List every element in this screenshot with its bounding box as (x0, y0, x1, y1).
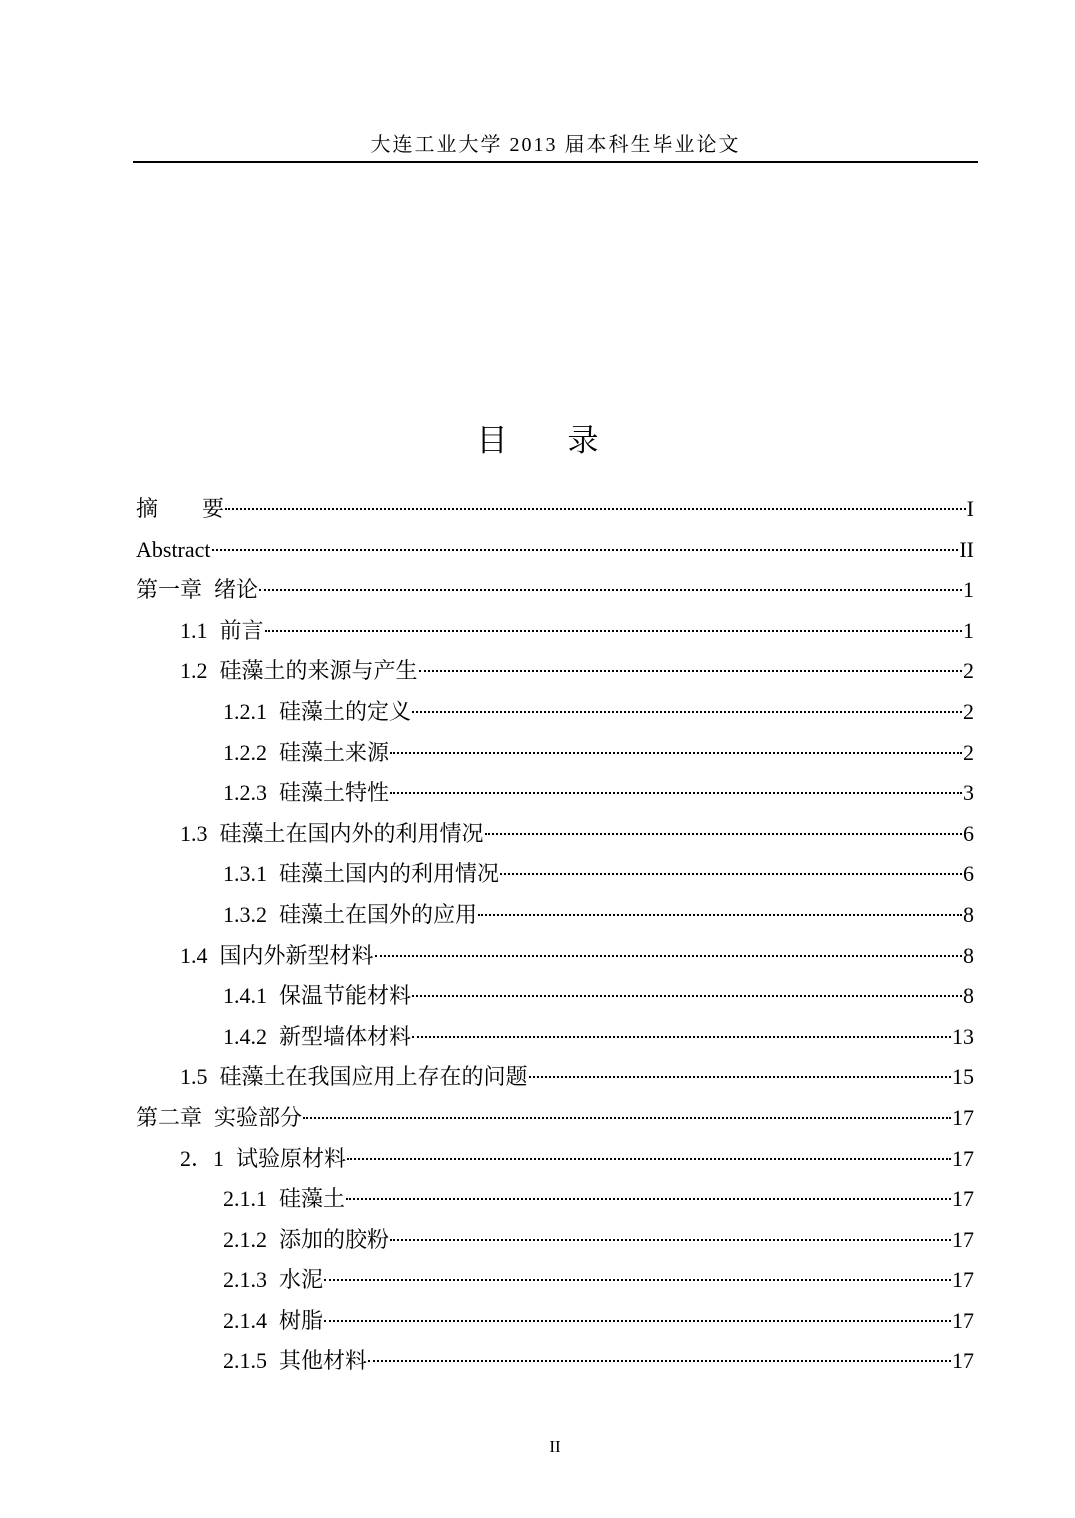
toc-dot-leader (419, 670, 962, 672)
toc-entry-number: 1.1 (180, 617, 208, 643)
toc-dot-leader (324, 1279, 951, 1281)
toc-dot-leader (390, 1239, 951, 1241)
toc-entry[interactable] (136, 1260, 974, 1301)
toc-dot-leader (212, 549, 959, 551)
toc-entry-page: 17 (952, 1186, 974, 1212)
toc-dot-leader (303, 1117, 951, 1119)
toc-entry-number: 1.3 (180, 820, 208, 846)
toc-entry[interactable] (136, 895, 974, 936)
toc-entry[interactable] (136, 773, 974, 814)
toc-entry-label: 水泥 (279, 1267, 324, 1293)
toc-entry-label: 绪论 (214, 577, 259, 603)
toc-entry-number: 1.3.1 (223, 861, 267, 887)
running-header: 大连工业大学 2013 届本科生毕业论文 (370, 134, 741, 156)
toc-entry[interactable] (136, 651, 974, 692)
toc-entry[interactable] (136, 692, 974, 733)
toc-entry-number: 2.1.1 (223, 1186, 267, 1212)
toc-entry-number: 2．1 (180, 1145, 225, 1171)
toc-entry-page: 1 (963, 577, 974, 603)
toc-dot-leader (390, 752, 962, 754)
toc-entry-page: 1 (963, 617, 974, 643)
toc-entry[interactable] (136, 530, 974, 571)
toc-entry[interactable] (136, 976, 974, 1017)
toc-entry-number: 1.2.2 (223, 739, 267, 765)
toc-entry[interactable] (136, 489, 974, 530)
toc-entry-label: Abstract (136, 536, 211, 562)
header-rule (133, 161, 978, 163)
toc-entry-label: 其他材料 (279, 1348, 368, 1374)
toc-entry-number: 1.4.1 (223, 983, 267, 1009)
toc-dot-leader (375, 955, 962, 957)
toc-entry[interactable] (136, 1139, 974, 1180)
toc-entry-page: 3 (963, 780, 974, 806)
toc-entry-label: 硅藻土在国内外的利用情况 (219, 820, 484, 846)
toc-entry-page: 6 (963, 820, 974, 846)
toc-entry-page: 17 (952, 1104, 974, 1130)
toc-entry-number: 1.2 (180, 658, 208, 684)
toc-entry-page: 17 (952, 1145, 974, 1171)
toc-entry-label: 国内外新型材料 (219, 942, 374, 968)
toc-entry[interactable] (136, 936, 974, 977)
toc-entry-page: 2 (963, 739, 974, 765)
toc-entry-label: 新型墙体材料 (279, 1023, 412, 1049)
toc-dot-leader (324, 1320, 951, 1322)
toc-entry-number: 第二章 (136, 1104, 203, 1130)
toc-entry-page: I (966, 496, 974, 521)
toc-dot-leader (500, 873, 962, 875)
toc-dot-leader (485, 833, 962, 835)
toc-entry-number: 1.2.3 (223, 780, 267, 806)
toc-entry-page: 13 (952, 1023, 974, 1049)
toc-dot-leader (225, 508, 966, 510)
toc-entry-page: 15 (952, 1064, 974, 1090)
toc-entry-label: 硅藻土国内的利用情况 (279, 861, 500, 887)
toc-entry-number: 2.1.5 (223, 1348, 267, 1374)
toc-entry[interactable] (136, 733, 974, 774)
toc-entry-label: 摘 要 (136, 496, 225, 521)
toc-entry-label: 保温节能材料 (279, 983, 412, 1009)
toc-entry-page: 2 (963, 658, 974, 684)
toc-entry-label: 试验原材料 (236, 1145, 347, 1171)
toc-dot-leader (390, 792, 962, 794)
toc-entry-label: 硅藻土的定义 (279, 698, 412, 724)
toc-entry-page: 17 (952, 1348, 974, 1374)
toc-entry-page: II (959, 536, 974, 562)
toc-entry-number: 1.3.2 (223, 901, 267, 927)
toc-entry[interactable] (136, 611, 974, 652)
toc-entry-label: 硅藻土特性 (279, 780, 390, 806)
toc-entry-label: 硅藻土来源 (279, 739, 390, 765)
toc-dot-leader (265, 630, 962, 632)
toc-dot-leader (412, 995, 962, 997)
toc-entry-number: 2.1.3 (223, 1267, 267, 1293)
toc-entry-label: 硅藻土在我国应用上存在的问题 (219, 1064, 528, 1090)
toc-entry-label: 添加的胶粉 (279, 1226, 390, 1252)
toc-entry-page: 2 (963, 698, 974, 724)
toc-entry[interactable] (136, 1057, 974, 1098)
toc-dot-leader (346, 1198, 951, 1200)
toc-entry-page: 8 (963, 901, 974, 927)
toc-entry-number: 1.5 (180, 1064, 208, 1090)
toc-entry-label: 前言 (219, 617, 264, 643)
toc-title: 目录 (476, 423, 659, 458)
toc-entry[interactable] (136, 1220, 974, 1261)
toc-entry[interactable] (136, 1179, 974, 1220)
toc-entry-label: 实验部分 (214, 1104, 303, 1130)
page-number: II (549, 1437, 561, 1456)
toc-entry-number: 1.4.2 (223, 1023, 267, 1049)
toc-entry[interactable] (136, 1301, 974, 1342)
toc-dot-leader (259, 589, 962, 591)
toc-entry-page: 17 (952, 1307, 974, 1333)
toc-entry-label: 硅藻土在国外的应用 (279, 901, 478, 927)
table-of-contents (136, 489, 974, 1382)
toc-entry-number: 1.4 (180, 942, 208, 968)
toc-entry-number: 2.1.4 (223, 1307, 267, 1333)
toc-entry[interactable] (136, 570, 974, 611)
toc-entry-page: 17 (952, 1267, 974, 1293)
toc-dot-leader (529, 1076, 951, 1078)
toc-dot-leader (412, 1036, 951, 1038)
toc-entry[interactable] (136, 814, 974, 855)
toc-dot-leader (412, 711, 962, 713)
toc-entry-number: 1.2.1 (223, 698, 267, 724)
toc-entry-number: 第一章 (136, 577, 203, 603)
toc-dot-leader (478, 914, 962, 916)
toc-entry-page: 8 (963, 942, 974, 968)
toc-entry-page: 17 (952, 1226, 974, 1252)
toc-entry-label: 树脂 (279, 1307, 324, 1333)
toc-entry[interactable] (136, 1017, 974, 1058)
toc-entry[interactable] (136, 1098, 974, 1139)
toc-dot-leader (347, 1158, 951, 1160)
toc-entry-label: 硅藻土的来源与产生 (219, 658, 418, 684)
toc-entry-number: 2.1.2 (223, 1226, 267, 1252)
toc-entry-label: 硅藻土 (279, 1186, 346, 1212)
toc-entry[interactable] (136, 1341, 974, 1382)
toc-entry-page: 6 (963, 861, 974, 887)
toc-entry[interactable] (136, 854, 974, 895)
toc-dot-leader (368, 1360, 951, 1362)
toc-entry-page: 8 (963, 983, 974, 1009)
